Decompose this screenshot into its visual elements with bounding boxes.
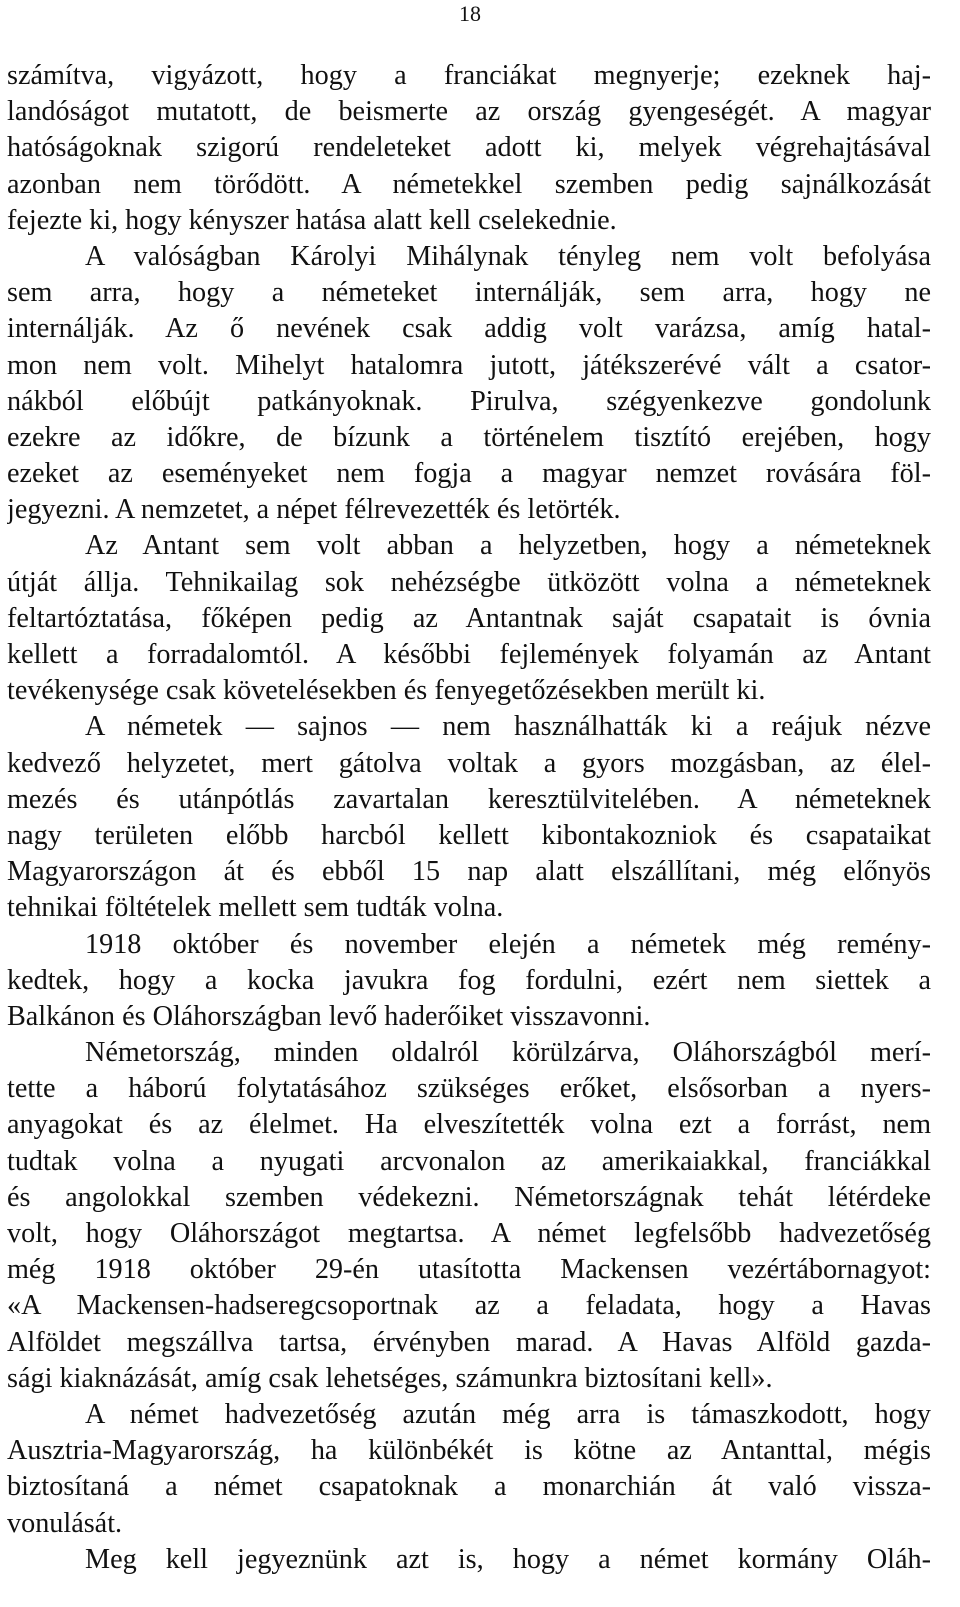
text-line: mezés és utánpótlás zavartalan keresztülvitelében. A németeknek xyxy=(7,783,931,815)
text-line: volt, hogy Oláhországot megtartsa. A német legfelsőbb hadvezetőség xyxy=(7,1218,931,1249)
text-line: nagy területen előbb harcból kellett kibontakozniok és csapataikat xyxy=(7,819,931,851)
text-line: nákból előbújt patkányoknak. Pirulva, szégyenkezve gondolunk xyxy=(7,385,931,417)
paragraph xyxy=(7,528,931,709)
text-line: Az Antant sem volt abban a helyzetben, hogy a németeknek xyxy=(85,530,931,562)
text-line: A német hadvezetőség azután még arra is támaszkodott, hogy xyxy=(85,1398,931,1430)
text-line: vonulását. xyxy=(7,1507,123,1539)
paragraph xyxy=(7,58,931,239)
text-line: Balkánon és Oláhországban levő haderőiket visszavonni. xyxy=(7,1000,651,1032)
text-line: jegyezni. A nemzetet, a népet félrevezették és letörték. xyxy=(7,494,621,526)
text-line: A valóságban Károlyi Mihálynak tényleg nem volt befolyása xyxy=(85,240,931,272)
text-line: Meg kell jegyeznünk azt is, hogy a német kormány Oláh- xyxy=(85,1543,931,1575)
text-line: ezeket az eseményeket nem fogja a magyar nemzet rovására föl- xyxy=(7,458,931,490)
paragraph xyxy=(7,1035,931,1397)
text-line: sági kiaknázását, amíg csak lehetséges, számunkra biztosítani kell». xyxy=(7,1362,773,1394)
text-line: és angolokkal szemben védekezni. Németországnak tehát létérdeke xyxy=(7,1181,931,1213)
text-line: 1918 október és november elején a németek még remény- xyxy=(85,928,931,960)
paragraph xyxy=(7,1397,931,1542)
text-line: tette a háború folytatásához szükséges erőket, elsősorban a nyers- xyxy=(7,1073,931,1105)
text-line: mon nem volt. Mihelyt hatalomra jutott, játékszerévé vált a csator- xyxy=(7,349,931,381)
text-line: számítva, vigyázott, hogy a franciákat megnyerje; ezeknek haj- xyxy=(7,60,931,91)
text-line: tudtak volna a nyugati arcvonalon az amerikaiakkal, franciákkal xyxy=(7,1145,931,1177)
text-line: azonban nem törődött. A németekkel szemben pedig sajnálkozását xyxy=(7,168,931,200)
paragraph xyxy=(7,1542,931,1578)
page-number: 18 xyxy=(459,1,481,26)
text-line: Németország, minden oldalról körülzárva, Oláhországból merí- xyxy=(85,1037,931,1069)
text-line: Alföldet megszállva tartsa, érvényben marad. A Havas Alföld gazda- xyxy=(7,1326,931,1358)
text-line: kedtek, hogy a kocka javukra fog fordulni, ezért nem siettek a xyxy=(7,964,931,996)
text-line: tevékenysége csak követelésekben és fenyegetőzésekben merült ki. xyxy=(7,675,766,707)
text-line: kellett a forradalomtól. A későbbi fejlemények folyamán az Antant xyxy=(7,639,931,670)
text-line: még 1918 október 29-én utasította Mackensen vezértábornagyot: xyxy=(7,1254,931,1286)
text-line: landóságot mutatott, de beismerte az ország gyengeségét. A magyar xyxy=(7,96,931,128)
text-line: A németek — sajnos — nem használhatták ki a reájuk nézve xyxy=(85,711,931,743)
text-line: sem arra, hogy a németeket internálják, sem arra, hogy ne xyxy=(7,277,931,309)
text-line: kedvező helyzetet, mert gátolva voltak a gyors mozgásban, az élel- xyxy=(7,747,931,779)
text-line: anyagokat és az élelmet. Ha elveszítették volna ezt a forrást, nem xyxy=(7,1109,931,1141)
paragraph xyxy=(7,239,931,529)
body-text xyxy=(7,58,931,1578)
text-line: internálják. Az ő nevének csak addig volt varázsa, amíg hatal- xyxy=(7,313,931,345)
paragraph xyxy=(7,709,931,926)
text-line: biztosítaná a német csapatoknak a monarchián át való vissza- xyxy=(7,1471,931,1503)
text-line: tehnikai föltételek mellett sem tudták volna. xyxy=(7,892,504,924)
text-line: Ausztria-Magyarország, ha különbékét is kötne az Antanttal, mégis xyxy=(7,1435,931,1467)
text-line: feltartóztatása, főképen pedig az Antantnak saját csapatait is óvnia xyxy=(7,602,931,634)
text-line: hatóságoknak szigorú rendeleteket adott ki, melyek végrehajtásával xyxy=(7,132,931,164)
text-line: ezekre az időkre, de bízunk a történelem tisztító erejében, hogy xyxy=(7,421,931,453)
text-line: Magyarországon át és ebből 15 nap alatt elszállítani, még előnyös xyxy=(7,856,931,888)
text-line: «A Mackensen-hadseregcsoportnak az a feladata, hogy a Havas xyxy=(7,1290,931,1322)
paragraph xyxy=(7,927,931,1036)
text-line: útját állja. Tehnikailag sok nehézségbe ütközött volna a németeknek xyxy=(7,566,931,598)
text-line: fejezte ki, hogy kényszer hatása alatt kell cselekednie. xyxy=(7,204,617,236)
